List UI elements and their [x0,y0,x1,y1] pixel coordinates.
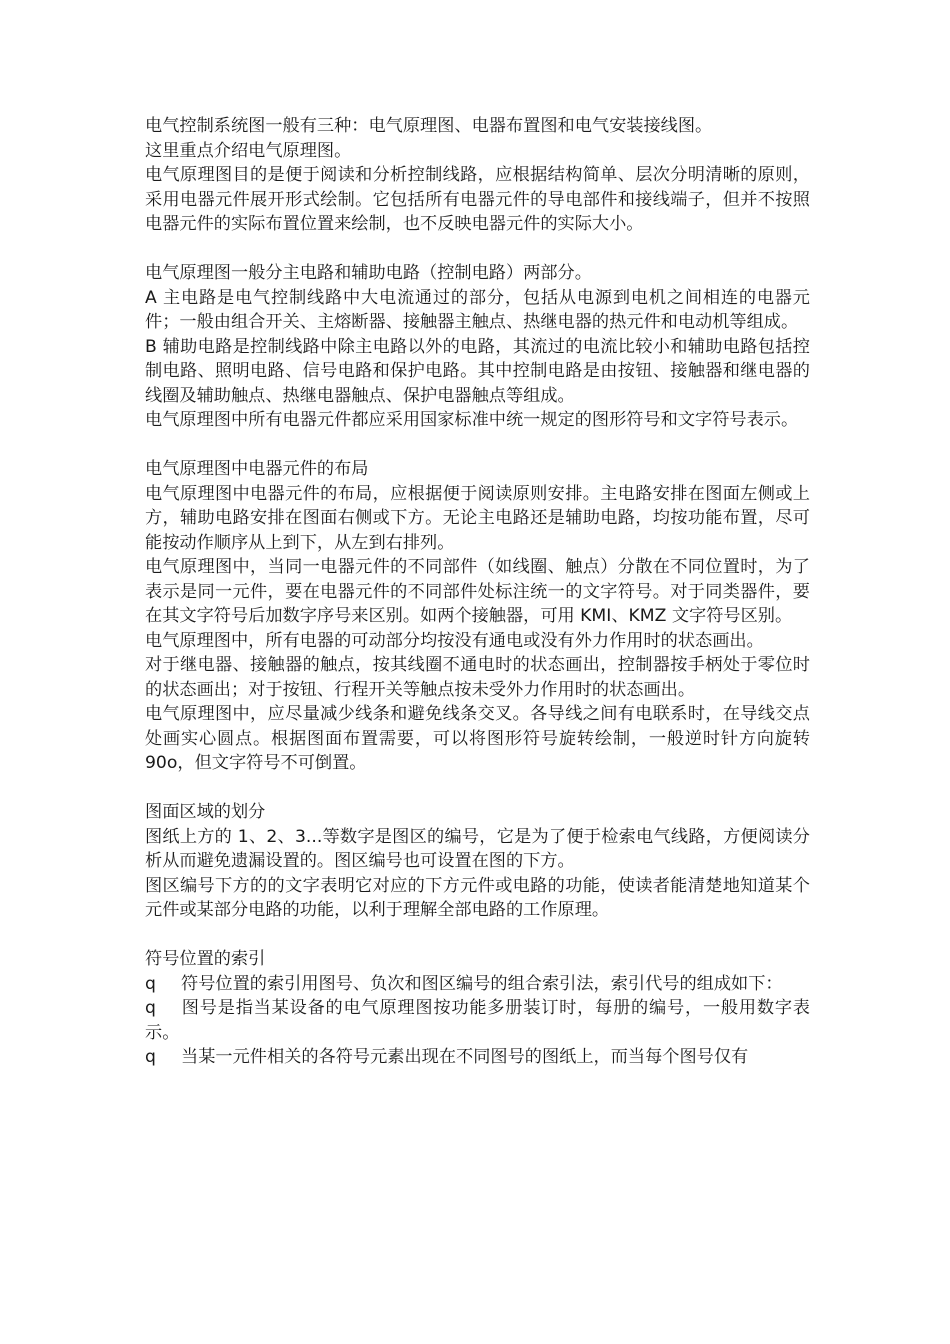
paragraph-layout-1: 电气原理图中电器元件的布局，应根据便于阅读原则安排。主电路安排在图面左侧或上方，辅助电路安排在图面右侧或下方。无论主电路还是辅助电路，均按功能布置，尽可能按动作顺序从上到下，从左到右排列。 [145,483,810,553]
blank-line [145,433,810,458]
paragraph-intro-2: 这里重点介绍电气原理图。 [145,140,352,161]
bullet-text: 图号是指当某设备的电气原理图按功能多册装订时，每册的编号，一般用数字表示。 [145,998,810,1043]
paragraph-layout-2: 电气原理图中，当同一电器元件的不同部件（如线圈、触点）分散在不同位置时，为了表示是同一元件，要在电器元件的不同部件处标注统一的文字符号。对于同类器件，要在其文字符号后加数字序号来区别。如两个接触器，可用 KMI、KMZ 文字符号区别。 [145,557,810,626]
blank-line [145,237,810,262]
paragraph-layout-5: 电气原理图中，应尽量减少线条和避免线条交叉。各导线之间有电联系时，在导线交点处画实心圆点。根据图面布置需要，可以将图形符号旋转绘制，一般逆时针方向旋转 90o，但文字符号不可倒置。 [145,704,810,773]
section-heading-layout: 电气原理图中电器元件的布局 [145,459,369,479]
paragraph-standard-symbols: 电气原理图中所有电器元件都应采用国家标准中统一规定的图形符号和文字符号表示。 [145,410,799,430]
bullet-glyph: q [145,1047,156,1067]
bullet-text: 当某一元件相关的各符号元素出现在不同图号的图纸上，而当每个图号仅有 [181,1047,749,1067]
bullet-item-3 [145,1045,810,1070]
bullet-glyph: q [145,998,156,1018]
paragraph-circuits-heading: 电气原理图一般分主电路和辅助电路（控制电路）两部分。 [145,263,592,283]
paragraph-intro-1: 电气控制系统图一般有三种：电气原理图、电器布置图和电气安装接线图。 [145,116,713,136]
document-body [145,114,810,1070]
paragraph-regions-1: 图纸上方的 1、2、3...等数字是图区的编号，它是为了便于检索电气线路，方便阅读分析从而避免遗漏设置的。图区编号也可设置在图的下方。 [145,826,810,871]
blank-line [145,923,810,948]
paragraph-main-circuit: A 主电路是电气控制线路中大电流通过的部分，包括从电源到电机之间相连的电器元件；一般由组合开关、主熔断器、接触器主触点、热继电器的热元件和电动机等组成。 [145,287,810,332]
section-heading-index: 符号位置的索引 [145,949,266,969]
paragraph-layout-4: 对于继电器、接触器的触点，按其线圈不通电时的状态画出，控制器按手柄处于零位时的状态画出；对于按钮、行程开关等触点按未受外力作用时的状态画出。 [145,655,810,700]
section-heading-regions: 图面区域的划分 [145,802,266,822]
paragraph-regions-2: 图区编号下方的的文字表明它对应的下方元件或电路的功能，使读者能清楚地知道某个元件或某部分电路的功能，以利于理解全部电路的工作原理。 [145,875,810,920]
bullet-glyph: q [145,973,156,994]
paragraph-auxiliary-circuit: B 辅助电路是控制线路中除主电路以外的电路，其流过的电流比较小和辅助电路包括控制电路、照明电路、信号电路和保护电路。其中控制电路是由按钮、接触器和继电器的线圈及辅助触点、热继电器触点、保护电器触点等组成。 [145,336,810,406]
bullet-item-2 [145,996,810,1045]
blank-line [145,776,810,801]
bullet-item-1 [145,972,810,997]
paragraph-layout-3: 电气原理图中，所有电器的可动部分均按没有通电或没有外力作用时的状态画出。 [145,630,764,651]
paragraph-intro-3: 电气原理图目的是便于阅读和分析控制线路，应根据结构简单、层次分明清晰的原则，采用电器元件展开形式绘制。它包括所有电器元件的导电部件和接线端子，但并不按照电器元件的实际布置位置来绘制，也不反映电器元件的实际大小。 [145,165,810,234]
bullet-text: 符号位置的索引用图号、负次和图区编号的组合索引法，索引代号的组成如下： [181,973,783,994]
